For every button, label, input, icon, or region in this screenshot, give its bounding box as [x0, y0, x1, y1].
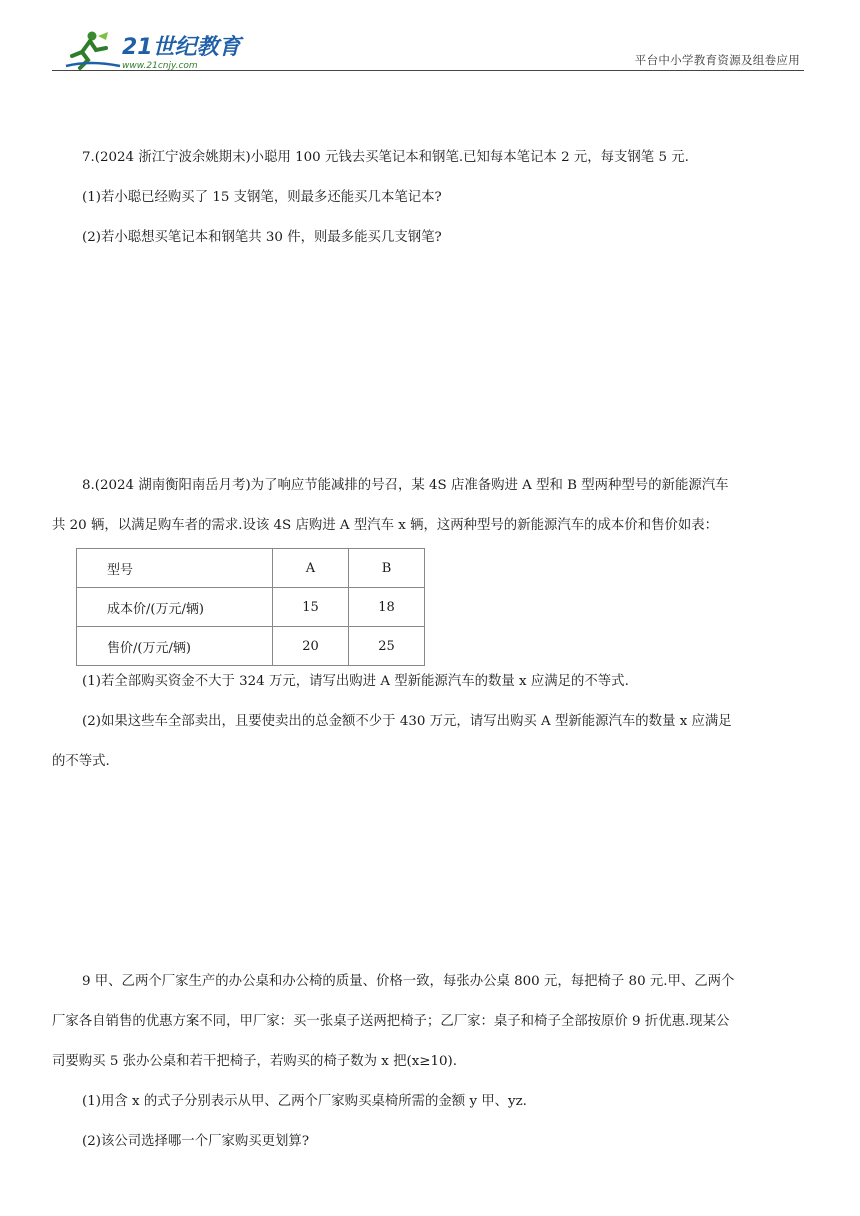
table-cell: A [273, 549, 349, 588]
q9-stem-line3: 司要购买 5 张办公桌和若干把椅子，若购买的椅子数为 x 把(x≥10). [52, 1054, 457, 1069]
q8-part2-line1: (2)如果这些车全部卖出，且要使卖出的总金额不少于 430 万元，请写出购买 A 型新能源汽车的数量 x 应满足 [82, 714, 732, 729]
table-row [77, 627, 425, 666]
q9-stem-line2: 厂家各自销售的优惠方案不同，甲厂家：买一张桌子送两把椅子；乙厂家：桌子和椅子全部按原价 9 折优惠.现某公 [52, 1014, 730, 1029]
header-tagline: 平台中小学教育资源及组卷应用 [634, 53, 800, 67]
q7-part2: (2)若小聪想买笔记本和钢笔共 30 件，则最多能买几支钢笔? [82, 230, 442, 245]
svg-text:www.21cnjy.com: www.21cnjy.com [122, 61, 198, 71]
table-cell: 15 [273, 588, 349, 627]
q7-stem: 7.(2024 浙江宁波余姚期末)小聪用 100 元钱去买笔记本和钢笔.已知每本笔记本 2 元，每支钢笔 5 元. [82, 150, 689, 165]
table-header-row [77, 549, 425, 588]
table-cell: 25 [349, 627, 425, 666]
table-cell: 20 [273, 627, 349, 666]
table-cell: 型号 [77, 549, 273, 588]
table-row [77, 588, 425, 627]
table-cell: 18 [349, 588, 425, 627]
q9-stem-line1: 9 甲、乙两个厂家生产的办公桌和办公椅的质量、价格一致，每张办公桌 800 元，每把椅子 80 元.甲、乙两个 [82, 974, 735, 989]
q8-part1: (1)若全部购买资金不大于 324 万元，请写出购进 A 型新能源汽车的数量 x 应满足的不等式. [82, 674, 629, 689]
q9-part2: (2)该公司选择哪一个厂家购买更划算? [82, 1134, 310, 1149]
table-cell: 售价/(万元/辆) [77, 627, 273, 666]
q8-part2-line2: 的不等式. [52, 754, 110, 769]
q7-part1: (1)若小聪已经购买了 15 支钢笔，则最多还能买几本笔记本? [82, 190, 442, 205]
q8-price-table [76, 548, 425, 666]
logo-21cnjy [60, 26, 300, 72]
table-cell: B [349, 549, 425, 588]
header-divider [52, 70, 804, 71]
q9-part1: (1)用含 x 的式子分别表示从甲、乙两个厂家购买桌椅所需的金额 y 甲、yz. [82, 1094, 527, 1109]
q8-stem-line1: 8.(2024 湖南衡阳南岳月考)为了响应节能减排的号召，某 4S 店准备购进 A 型和 B 型两种型号的新能源汽车 [82, 478, 729, 493]
runner-icon [66, 32, 120, 69]
q8-stem-line2: 共 20 辆，以满足购车者的需求.设该 4S 店购进 A 型汽车 x 辆，这两种型号的新能源汽车的成本价和售价如表： [52, 518, 719, 533]
table-cell: 成本价/(万元/辆) [77, 588, 273, 627]
svg-text:21世纪教育: 21世纪教育 [122, 35, 241, 60]
page-header [52, 26, 804, 72]
